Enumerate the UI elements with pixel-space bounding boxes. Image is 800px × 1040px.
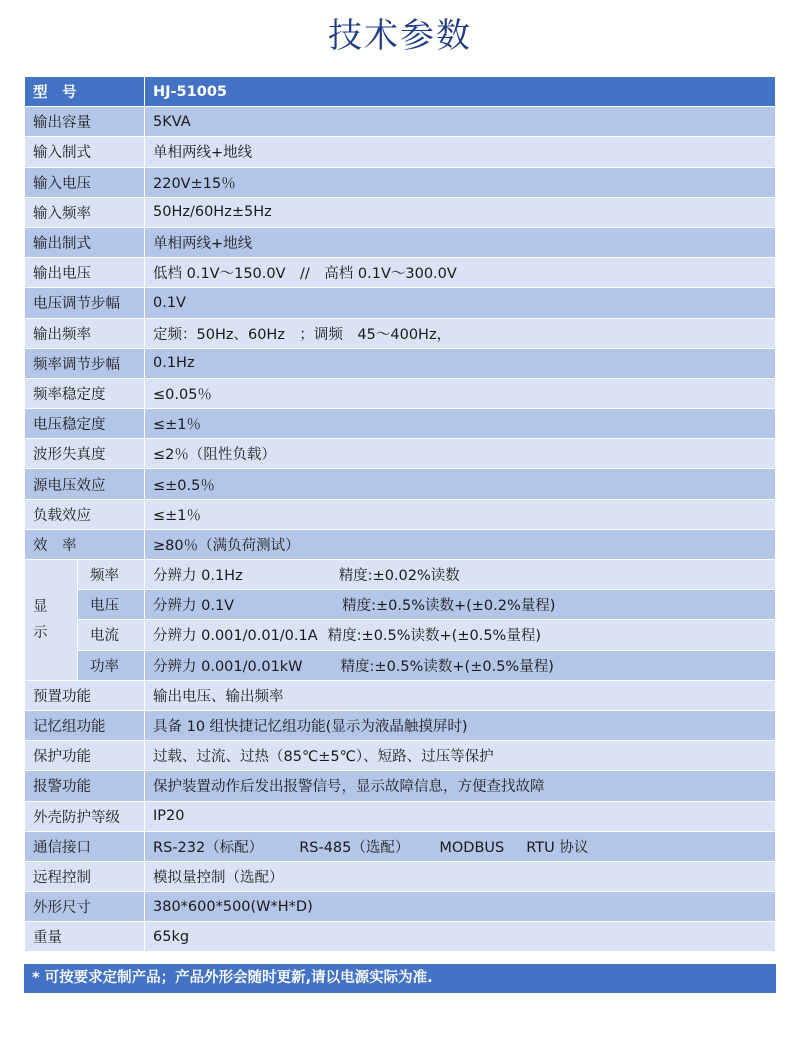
row-value: 0.1Hz <box>145 348 776 378</box>
row-value: 50Hz/60Hz±5Hz <box>145 197 776 227</box>
row-label: 输出容量 <box>25 107 145 137</box>
display-row-frequency <box>25 560 776 590</box>
row-value: 保护装置动作后发出报警信号，显示故障信息，方便查找故障 <box>145 771 776 801</box>
row-value: 定频：50Hz、60Hz ；调频 45～400Hz， <box>145 318 776 348</box>
comm-item: MODBUS <box>439 839 505 856</box>
row-label: 电压调节步幅 <box>25 288 145 318</box>
display-row-value <box>145 620 776 650</box>
row-label: 效 率 <box>25 529 145 559</box>
spec-row <box>25 318 776 348</box>
row-label: 重量 <box>25 922 145 952</box>
comm-item: RS-485（选配） <box>299 839 410 856</box>
row-value: 0.1V <box>145 288 776 318</box>
row-label: 通信接口 <box>25 831 145 861</box>
row-label: 负载效应 <box>25 499 145 529</box>
row-label: 输出频率 <box>25 318 145 348</box>
row-value <box>145 831 776 861</box>
display-row-current <box>25 620 776 650</box>
spec-row <box>25 499 776 529</box>
spec-row <box>25 288 776 318</box>
display-resolution: 分辨力 0.1V <box>153 598 235 615</box>
row-value: 输出电压、输出频率 <box>145 680 776 710</box>
spec-row <box>25 167 776 197</box>
spec-row <box>25 892 776 922</box>
row-label: 预置功能 <box>25 680 145 710</box>
row-label: 记忆组功能 <box>25 710 145 740</box>
display-row-label: 功率 <box>78 650 145 680</box>
display-group-char-1: 显 <box>33 598 48 615</box>
display-row-value <box>145 590 776 620</box>
spec-row <box>25 378 776 408</box>
table-header-row <box>25 77 776 107</box>
display-resolution: 分辨力 0.1Hz <box>153 568 243 585</box>
row-value: ≤2％（阻性负载） <box>145 439 776 469</box>
display-row-value <box>145 650 776 680</box>
display-row-voltage <box>25 590 776 620</box>
row-value: ≤0.05％ <box>145 378 776 408</box>
row-value: 5KVA <box>145 107 776 137</box>
spec-row <box>25 801 776 831</box>
spec-row <box>25 710 776 740</box>
row-label: 输入电压 <box>25 167 145 197</box>
row-label: 外形尺寸 <box>25 892 145 922</box>
row-value: 低档 0.1V～150.0V // 高档 0.1V～300.0V <box>145 258 776 288</box>
comm-item: RTU 协议 <box>526 839 589 856</box>
row-label: 频率稳定度 <box>25 378 145 408</box>
row-value: 单相两线+地线 <box>145 227 776 257</box>
footer-note: * 可按要求定制产品；产品外形会随时更新,请以电源实际为准. <box>24 964 776 993</box>
page-title: 技术参数 <box>328 16 472 56</box>
spec-row <box>25 922 776 952</box>
row-label: 报警功能 <box>25 771 145 801</box>
spec-row <box>25 197 776 227</box>
row-value: 具备 10 组快捷记忆组功能(显示为液晶触摸屏时) <box>145 710 776 740</box>
row-label: 输入频率 <box>25 197 145 227</box>
row-label: 输入制式 <box>25 137 145 167</box>
display-row-power <box>25 650 776 680</box>
row-value: 65kg <box>145 922 776 952</box>
row-value: 380*600*500(W*H*D) <box>145 892 776 922</box>
spec-row <box>25 227 776 257</box>
display-row-label: 频率 <box>78 560 145 590</box>
row-label: 远程控制 <box>25 861 145 891</box>
spec-row <box>25 107 776 137</box>
header-model-value: HJ-51005 <box>145 77 776 107</box>
display-group-char-2: 示 <box>33 624 48 641</box>
spec-row <box>25 409 776 439</box>
spec-row <box>25 258 776 288</box>
row-value: ≥80％（满负荷测试） <box>145 529 776 559</box>
row-value: 模拟量控制（选配） <box>145 861 776 891</box>
row-label: 保护功能 <box>25 741 145 771</box>
display-accuracy: 精度:±0.5%读数+(±0.5%量程) <box>340 658 554 675</box>
row-value: IP20 <box>145 801 776 831</box>
row-value: 220V±15％ <box>145 167 776 197</box>
display-group-label <box>25 560 78 681</box>
spec-row <box>25 348 776 378</box>
comm-interface-row <box>25 831 776 861</box>
display-row-value <box>145 560 776 590</box>
row-label: 外壳防护等级 <box>25 801 145 831</box>
spec-row <box>25 861 776 891</box>
spec-row <box>25 741 776 771</box>
row-label: 输出制式 <box>25 227 145 257</box>
header-label: 型 号 <box>25 77 145 107</box>
display-accuracy: 精度:±0.02%读数 <box>338 568 460 585</box>
display-accuracy: 精度:±0.5%读数+(±0.5%量程) <box>327 628 541 645</box>
row-value: ≤±0.5％ <box>145 469 776 499</box>
row-value: 过载、过流、过热（85℃±5℃）、短路、过压等保护 <box>145 741 776 771</box>
row-value: 单相两线+地线 <box>145 137 776 167</box>
spec-row <box>25 771 776 801</box>
spec-row <box>25 137 776 167</box>
spec-row <box>25 439 776 469</box>
row-label: 波形失真度 <box>25 439 145 469</box>
spec-row <box>25 469 776 499</box>
spec-table <box>24 76 776 952</box>
display-row-label: 电压 <box>78 590 145 620</box>
row-value: ≤±1％ <box>145 499 776 529</box>
row-label: 频率调节步幅 <box>25 348 145 378</box>
display-resolution: 分辨力 0.001/0.01/0.1A <box>153 628 318 645</box>
row-label: 源电压效应 <box>25 469 145 499</box>
display-resolution: 分辨力 0.001/0.01kW <box>153 658 303 675</box>
display-accuracy: 精度:±0.5%读数+(±0.2%量程) <box>342 598 556 615</box>
comm-item: RS-232（标配） <box>153 839 264 856</box>
row-label: 电压稳定度 <box>25 409 145 439</box>
display-row-label: 电流 <box>78 620 145 650</box>
row-value: ≤±1％ <box>145 409 776 439</box>
row-label: 输出电压 <box>25 258 145 288</box>
spec-row <box>25 680 776 710</box>
spec-row <box>25 529 776 559</box>
